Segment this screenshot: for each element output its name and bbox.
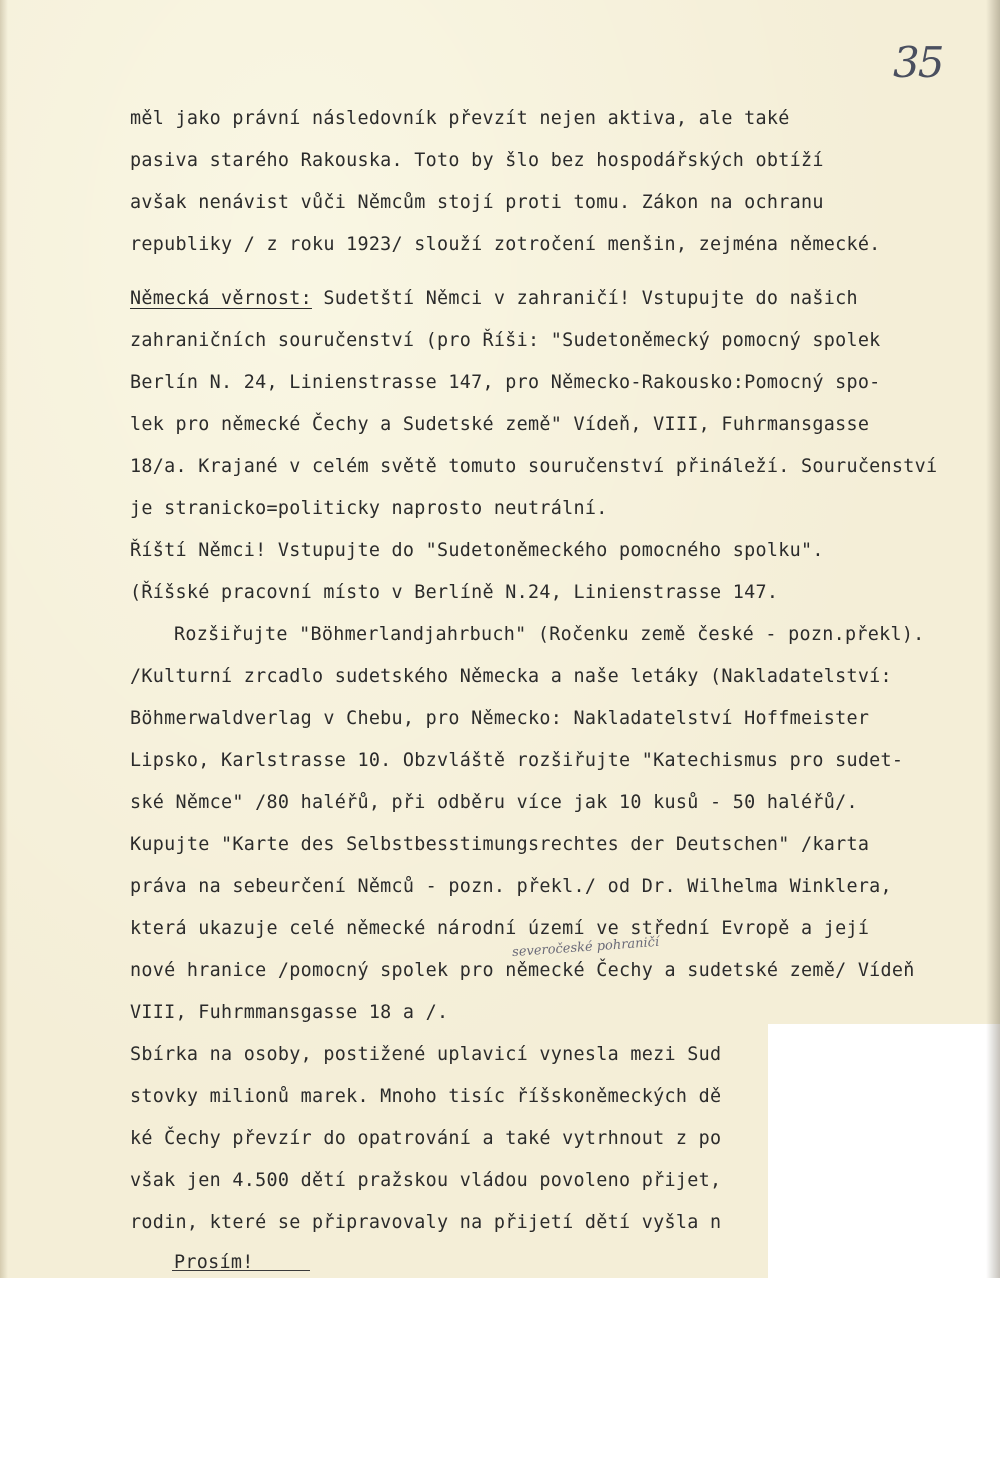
text-line-5-rest: Sudetští Němci v zahraničí! Vstupujte do našich bbox=[311, 288, 858, 309]
text-line-2: pasiva starého Rakouska. Toto by šlo bez hospodářských obtíží bbox=[130, 150, 824, 171]
text-line-14: /Kulturní zrcadlo sudetského Německa a naše letáky (Nakladatelství: bbox=[130, 666, 892, 687]
closing-underline bbox=[172, 1270, 310, 1271]
section-heading-german-loyalty: Německá věrnost: bbox=[130, 288, 312, 309]
text-line-26: však jen 4.500 dětí pražskou vládou povoleno přijet, bbox=[130, 1170, 722, 1191]
text-line-7: Berlín N. 24, Linienstrasse 147, pro Německo-Rakousko:Pomocný spo- bbox=[130, 372, 881, 393]
text-line-3: avšak nenávist vůči Němcům stojí proti tomu. Zákon na ochranu bbox=[130, 192, 824, 213]
text-line-22: VIII, Fuhrmmansgasse 18 a /. bbox=[130, 1002, 449, 1023]
text-line-11: Říští Němci! Vstupujte do "Sudetoněmeckého pomocného spolku". bbox=[130, 540, 824, 561]
text-line-20: která ukazuje celé německé národní území ve střední Evropě a její bbox=[130, 918, 870, 939]
text-line-6: zahraničních souručenství (pro Říši: "Sudetoněmecký pomocný spolek bbox=[130, 330, 881, 351]
text-line-15: Böhmerwaldverlag v Chebu, pro Německo: Nakladatelství Hoffmeister bbox=[130, 708, 870, 729]
text-line-18: Kupujte "Karte des Selbstbesstimungsrechtes der Deutschen" /karta bbox=[130, 834, 870, 855]
text-line-13: Rozšiřujte "Böhmerlandjahrbuch" (Ročenku země české - pozn.překl). bbox=[174, 624, 925, 645]
text-line-9: 18/a. Krajané v celém světě tomuto souručenství přináleží. Souručenství bbox=[130, 456, 938, 477]
text-line-25: ké Čechy převzír do opatrování a také vytrhnout z po bbox=[130, 1128, 722, 1149]
text-line-1: měl jako právní následovník převzít nejen aktiva, ale také bbox=[130, 108, 790, 129]
text-line-4: republiky / z roku 1923/ slouží zotročení menšin, zejména německé. bbox=[130, 234, 881, 255]
text-line-21: nové hranice /pomocný spolek pro německé Čechy a sudetské země/ Vídeň bbox=[130, 960, 915, 981]
text-line-23: Sbírka na osoby, postižené uplavicí vynesla mezi Sud bbox=[130, 1044, 722, 1065]
blank-area bbox=[768, 1024, 1000, 1278]
text-line-8: lek pro německé Čechy a Sudetské země" Vídeň, VIII, Fuhrmansgasse bbox=[130, 414, 870, 435]
text-line-27: rodin, které se připravovaly na přijetí dětí vyšla n bbox=[130, 1212, 722, 1233]
text-line-10: je stranicko=politicky naprosto neutrální. bbox=[130, 498, 608, 519]
text-line-12: (Říšské pracovní místo v Berlíně N.24, Linienstrasse 147. bbox=[130, 582, 779, 603]
text-line-19: práva na sebeurčení Němců - pozn. překl./ od Dr. Wilhelma Winklera, bbox=[130, 876, 892, 897]
page-number: 35 bbox=[893, 38, 943, 87]
text-line-5 bbox=[130, 284, 858, 314]
handwritten-insertion: severočeské pohraničí bbox=[511, 934, 660, 961]
closing-word: Prosím! bbox=[174, 1252, 254, 1273]
text-line-16: Lipsko, Karlstrasse 10. Obzvláště rozšiřujte "Katechismus pro sudet- bbox=[130, 750, 904, 771]
text-line-17: ské Němce" /80 haléřů, při odběru více jak 10 kusů - 50 haléřů/. bbox=[130, 792, 858, 813]
text-line-24: stovky milionů marek. Mnoho tisíc říšskoněmeckých dě bbox=[130, 1086, 722, 1107]
